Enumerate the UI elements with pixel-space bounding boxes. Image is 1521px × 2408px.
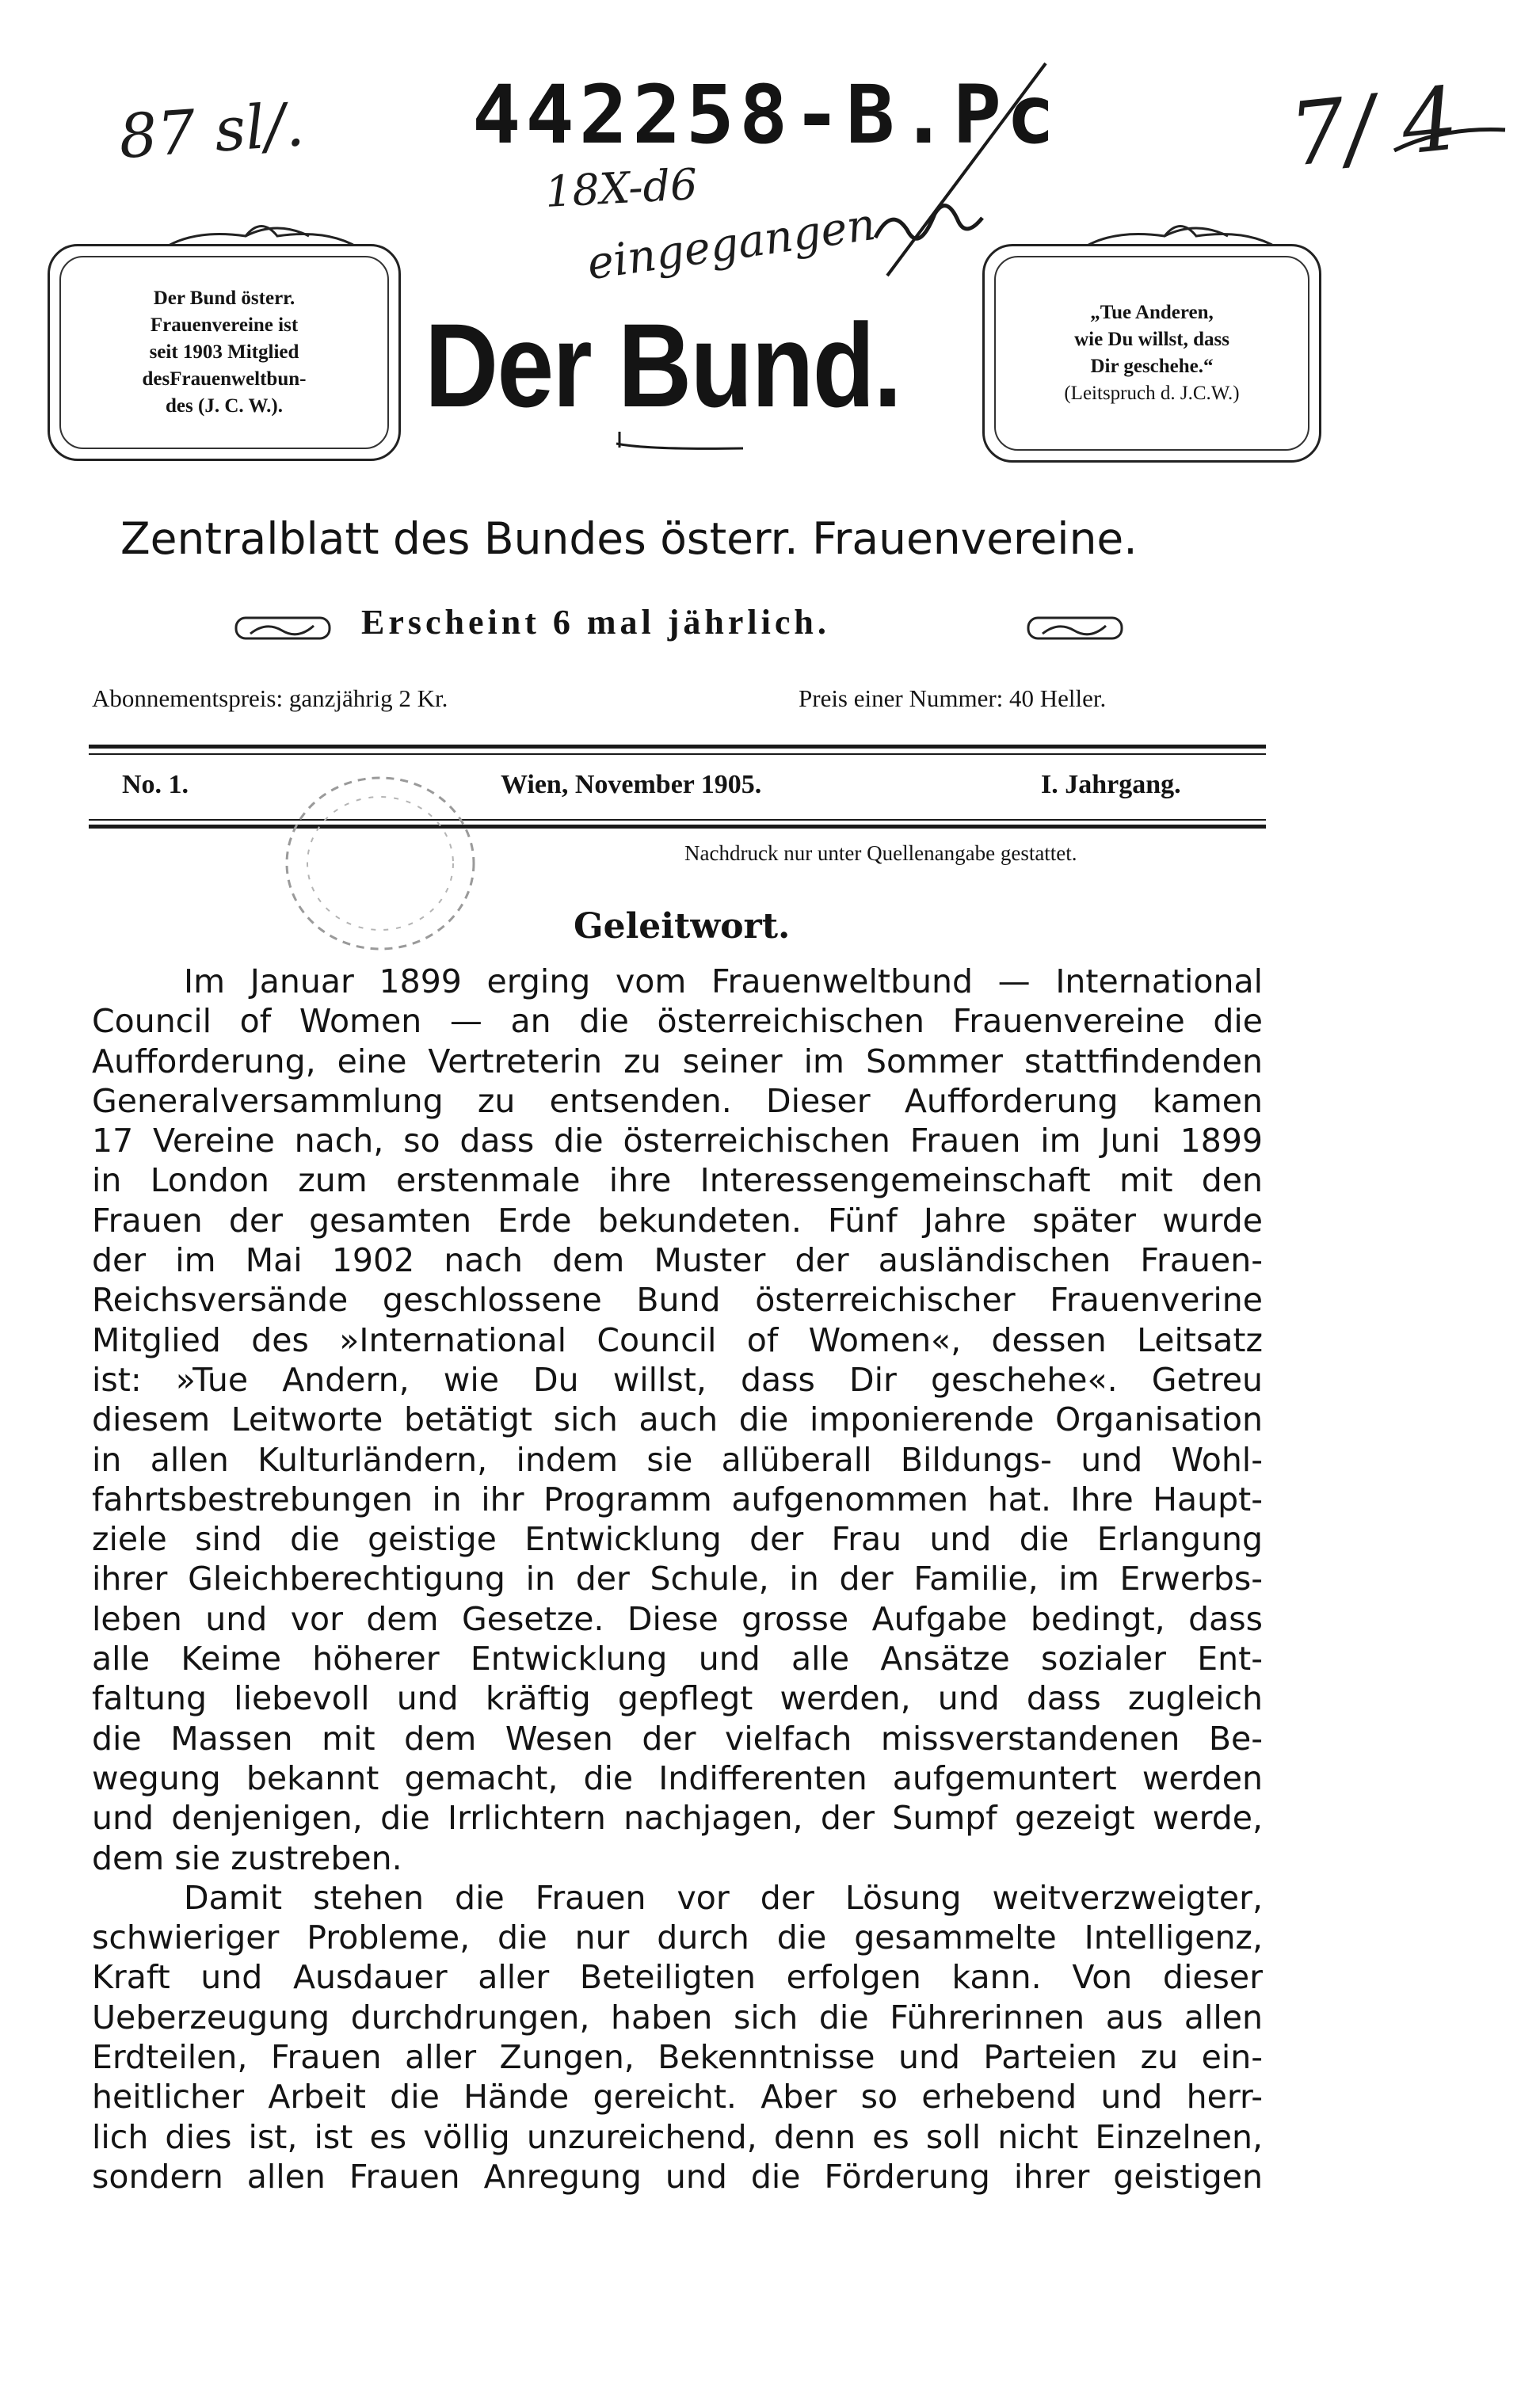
- article-body: [92, 962, 1263, 2197]
- title-underline-mark: [616, 444, 743, 448]
- right-box-line: (Leitspruch d. J.C.W.): [1064, 383, 1240, 404]
- right-motto-box: [982, 244, 1321, 463]
- body-line: Ueberzeugung durchdrungen, haben sich die Führerinnen aus allen: [92, 1998, 1263, 2037]
- right-swash: [1394, 130, 1505, 150]
- body-line: ihrer Gleichberechtigung in der Schule, in der Familie, im Erwerbs-: [92, 1560, 1263, 1598]
- body-line: ist: »Tue Andern, wie Du willst, dass Dir geschehe«. Getreu: [92, 1360, 1263, 1399]
- body-line: schwieriger Probleme, die nur durch die gesammelte Intelligenz,: [92, 1918, 1263, 1957]
- library-stamp: [261, 760, 499, 966]
- handwritten-received-note: eingegangen: [584, 198, 879, 291]
- body-line: fahrtsbestrebungen in ihr Programm aufgenommen hat. Ihre Haupt-: [92, 1480, 1263, 1518]
- body-line: in London zum erstenmale ihre Interessengemeinschaft mit den: [92, 1161, 1263, 1200]
- body-line: Erdteilen, Frauen aller Zungen, Bekenntnisse und Parteien zu ein-: [92, 2038, 1263, 2077]
- issue-place-date: Wien, November 1905.: [501, 770, 762, 799]
- single-issue-price: Preis einer Nummer: 40 Heller.: [799, 684, 1107, 712]
- publication-frequency: Erscheint 6 mal jährlich.: [361, 603, 830, 642]
- body-line: Generalversammlung zu entsenden. Dieser Aufforderung kamen: [92, 1081, 1263, 1120]
- body-line: die Massen mit dem Wesen der vielfach missverstandenen Be-: [92, 1719, 1263, 1758]
- right-box-line: Dir geschehe.“: [1090, 356, 1214, 377]
- left-box-line: des (J. C. W.).: [166, 395, 283, 417]
- inventory-number: 442258-B.Pc: [472, 68, 1060, 162]
- body-line: dem sie zustreben.: [92, 1838, 402, 1877]
- body-line: alle Keime höherer Entwicklung und alle Ansätze sozialer Ent-: [92, 1640, 1263, 1678]
- masthead-title: Der Bund.: [425, 299, 901, 432]
- left-motto-box: [48, 244, 401, 461]
- masthead-subtitle: Zentralblatt des Bundes österr. Frauenvereine.: [120, 513, 1138, 564]
- body-line: Council of Women — an die österreichischen Frauenvereine die: [92, 1002, 1263, 1041]
- left-scroll-ornament: [234, 615, 331, 642]
- right-box-line: „Tue Anderen,: [1090, 302, 1214, 323]
- body-line: diesem Leitworte betätigt sich auch die imponierende Organisation: [92, 1400, 1263, 1439]
- body-line: leben und vor dem Gesetze. Diese grosse Aufgabe bedingt, dass: [92, 1599, 1263, 1638]
- subscription-price: Abonnementspreis: ganzjährig 2 Kr.: [92, 684, 448, 712]
- body-line: lich dies ist, ist es völlig unzureichend, denn es soll nicht Einzelnen,: [92, 2117, 1263, 2156]
- body-line: der im Mai 1902 nach dem Muster der ausländischen Frauen-: [92, 1241, 1263, 1280]
- left-box-line: Der Bund österr.: [153, 288, 295, 309]
- article-heading: Geleitwort.: [574, 906, 791, 947]
- left-box-line: seit 1903 Mitglied: [149, 341, 299, 363]
- body-line: und denjenigen, die Irrlichtern nachjagen, der Sumpf gezeigt werde,: [92, 1799, 1263, 1838]
- body-line: in allen Kulturländern, indem sie allüberall Bildungs- und Wohl-: [92, 1440, 1263, 1479]
- right-box-line: wie Du willst, dass: [1074, 329, 1229, 350]
- body-line: heitlicher Arbeit die Hände gereicht. Aber so erhebend und herr-: [92, 2078, 1263, 2117]
- body-line: Kraft und Ausdauer aller Beteiligten erfolgen kann. Von dieser: [92, 1958, 1263, 1997]
- body-line: faltung liebevoll und kräftig gepflegt werden, und dass zugleich: [92, 1679, 1263, 1718]
- handwritten-date-mark: 7/ 4: [1284, 67, 1463, 186]
- body-line: Aufforderung, eine Vertreterin zu seiner im Sommer stattfindenden: [92, 1042, 1263, 1080]
- issue-rule-top-thin: [89, 753, 1266, 755]
- handwritten-code: 18X-d6: [543, 159, 699, 217]
- body-line: sondern allen Frauen Anregung und die Förderung ihrer geistigen: [92, 2157, 1263, 2196]
- left-box-line: desFrauenweltbun-: [142, 368, 307, 390]
- handwritten-shelfmark: 87 sl/.: [116, 88, 307, 173]
- body-line: wegung bekannt gemacht, die Indifferenten aufgemuntert werden: [92, 1758, 1263, 1797]
- issue-number: No. 1.: [122, 770, 189, 799]
- body-line: ziele sind die geistige Entwicklung der Frau und die Erlangung: [92, 1520, 1263, 1559]
- body-line: Mitglied des »International Council of Women«, dessen Leitsatz: [92, 1320, 1263, 1359]
- issue-volume: I. Jahrgang.: [1041, 770, 1181, 799]
- left-box-line: Frauenvereine ist: [150, 314, 299, 336]
- reprint-note: Nachdruck nur unter Quellenangabe gestattet.: [684, 841, 1077, 865]
- right-scroll-ornament: [1027, 615, 1123, 642]
- body-line: Damit stehen die Frauen vor der Lösung weitverzweigter,: [184, 1878, 1263, 1917]
- body-line: Reichsversände geschlossene Bund österreichischer Frauenverine: [92, 1281, 1263, 1320]
- body-line: Im Januar 1899 erging vom Frauenweltbund — International: [184, 962, 1263, 1000]
- issue-rule-top-thick: [89, 745, 1266, 749]
- body-line: Frauen der gesamten Erde bekundeten. Fünf Jahre später wurde: [92, 1201, 1263, 1240]
- body-line: 17 Vereine nach, so dass die österreichischen Frauen im Juni 1899: [92, 1122, 1263, 1160]
